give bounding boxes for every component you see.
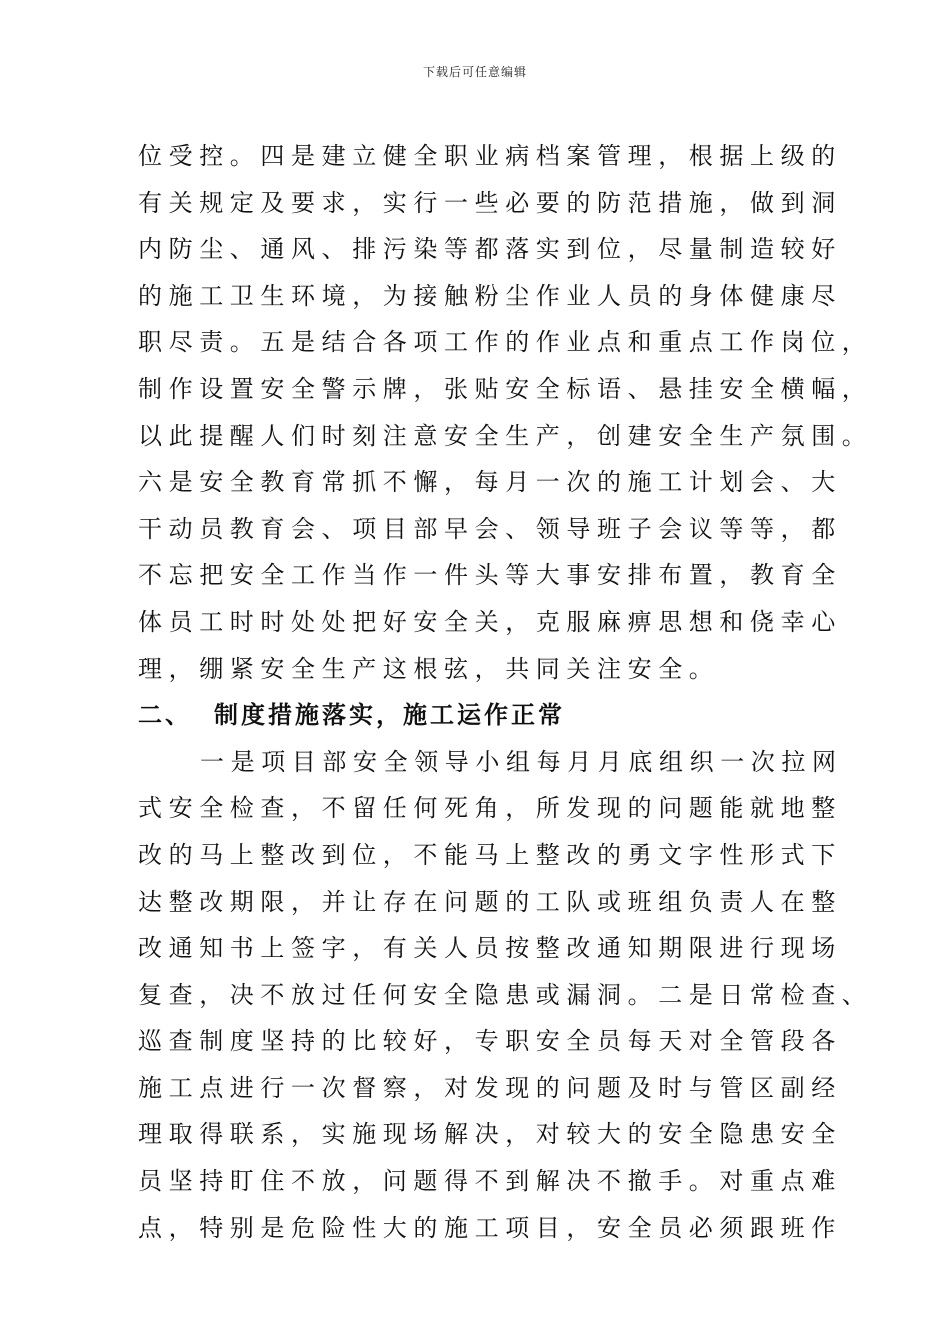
paragraph-1 xyxy=(138,133,878,692)
page-header: 下载后可任意编辑 xyxy=(422,65,527,79)
paragraph-line: 施工点进行一次督察，对发现的问题及时与管区副经 xyxy=(138,1073,842,1102)
paragraph-line: 点，特别是危险性大的施工项目，安全员必须跟班作 xyxy=(138,1213,842,1242)
paragraph-line: 不忘把安全工作当作一件头等大事安排布置，教育全 xyxy=(138,561,842,590)
section-heading xyxy=(138,692,878,739)
paragraph-line: 干动员教育会、项目部早会、领导班子会议等等，都 xyxy=(138,514,842,543)
paragraph-line: 制作设置安全警示牌，张贴安全标语、悬挂安全横幅， xyxy=(138,374,873,403)
paragraph-line: 职尽责。五是结合各项工作的作业点和重点工作岗位， xyxy=(138,328,873,357)
paragraph-line: 理取得联系，实施现场解决，对较大的安全隐患安全 xyxy=(138,1120,842,1149)
paragraph-line: 理，绷紧安全生产这根弦，共同关注安全。 xyxy=(138,654,720,683)
paragraph-line: 体员工时时处处把好安全关，克服麻痹思想和侥幸心 xyxy=(138,607,842,636)
paragraph-line: 的施工卫生环境，为接触粉尘作业人员的身体健康尽 xyxy=(138,281,842,310)
section-number: 二、 xyxy=(138,701,192,730)
paragraph-line: 式安全检查，不留任何死角，所发现的问题能就地整 xyxy=(138,794,842,823)
paragraph-line xyxy=(138,739,878,786)
paragraph-line: 达整改期限，并让存在问题的工队或班组负责人在整 xyxy=(138,887,842,916)
paragraph-line: 巡查制度坚持的比较好，专职安全员每天对全管段各 xyxy=(138,1027,842,1056)
paragraph-line: 改通知书上签字，有关人员按整改通知期限进行现场 xyxy=(138,934,842,963)
paragraph-line: 内防尘、通风、排污染等都落实到位，尽量制造较好 xyxy=(138,235,842,264)
paragraph-line: 复查，决不放过任何安全隐患或漏洞。二是日常检查、 xyxy=(138,980,873,1009)
paragraph-line-text: 一是项目部安全领导小组每月月底组织一次拉网 xyxy=(200,747,843,776)
paragraph-line: 位受控。四是建立健全职业病档案管理，根据上级的 xyxy=(138,142,842,170)
paragraph-line: 员坚持盯住不放，问题得不到解决不撤手。对重点难 xyxy=(138,1167,842,1196)
paragraph-line: 有关规定及要求，实行一些必要的防范措施，做到洞 xyxy=(138,188,842,217)
paragraph-line: 以此提醒人们时刻注意安全生产，创建安全生产氛围。 xyxy=(138,421,873,450)
document-body xyxy=(138,133,878,1251)
paragraph-line: 六是安全教育常抓不懈，每月一次的施工计划会、大 xyxy=(138,468,842,497)
paragraph-2 xyxy=(138,739,878,1252)
paragraph-line: 改的马上整改到位，不能马上整改的勇文字性形式下 xyxy=(138,840,842,869)
section-title: 制度措施落实，施工运作正常 xyxy=(214,701,565,730)
